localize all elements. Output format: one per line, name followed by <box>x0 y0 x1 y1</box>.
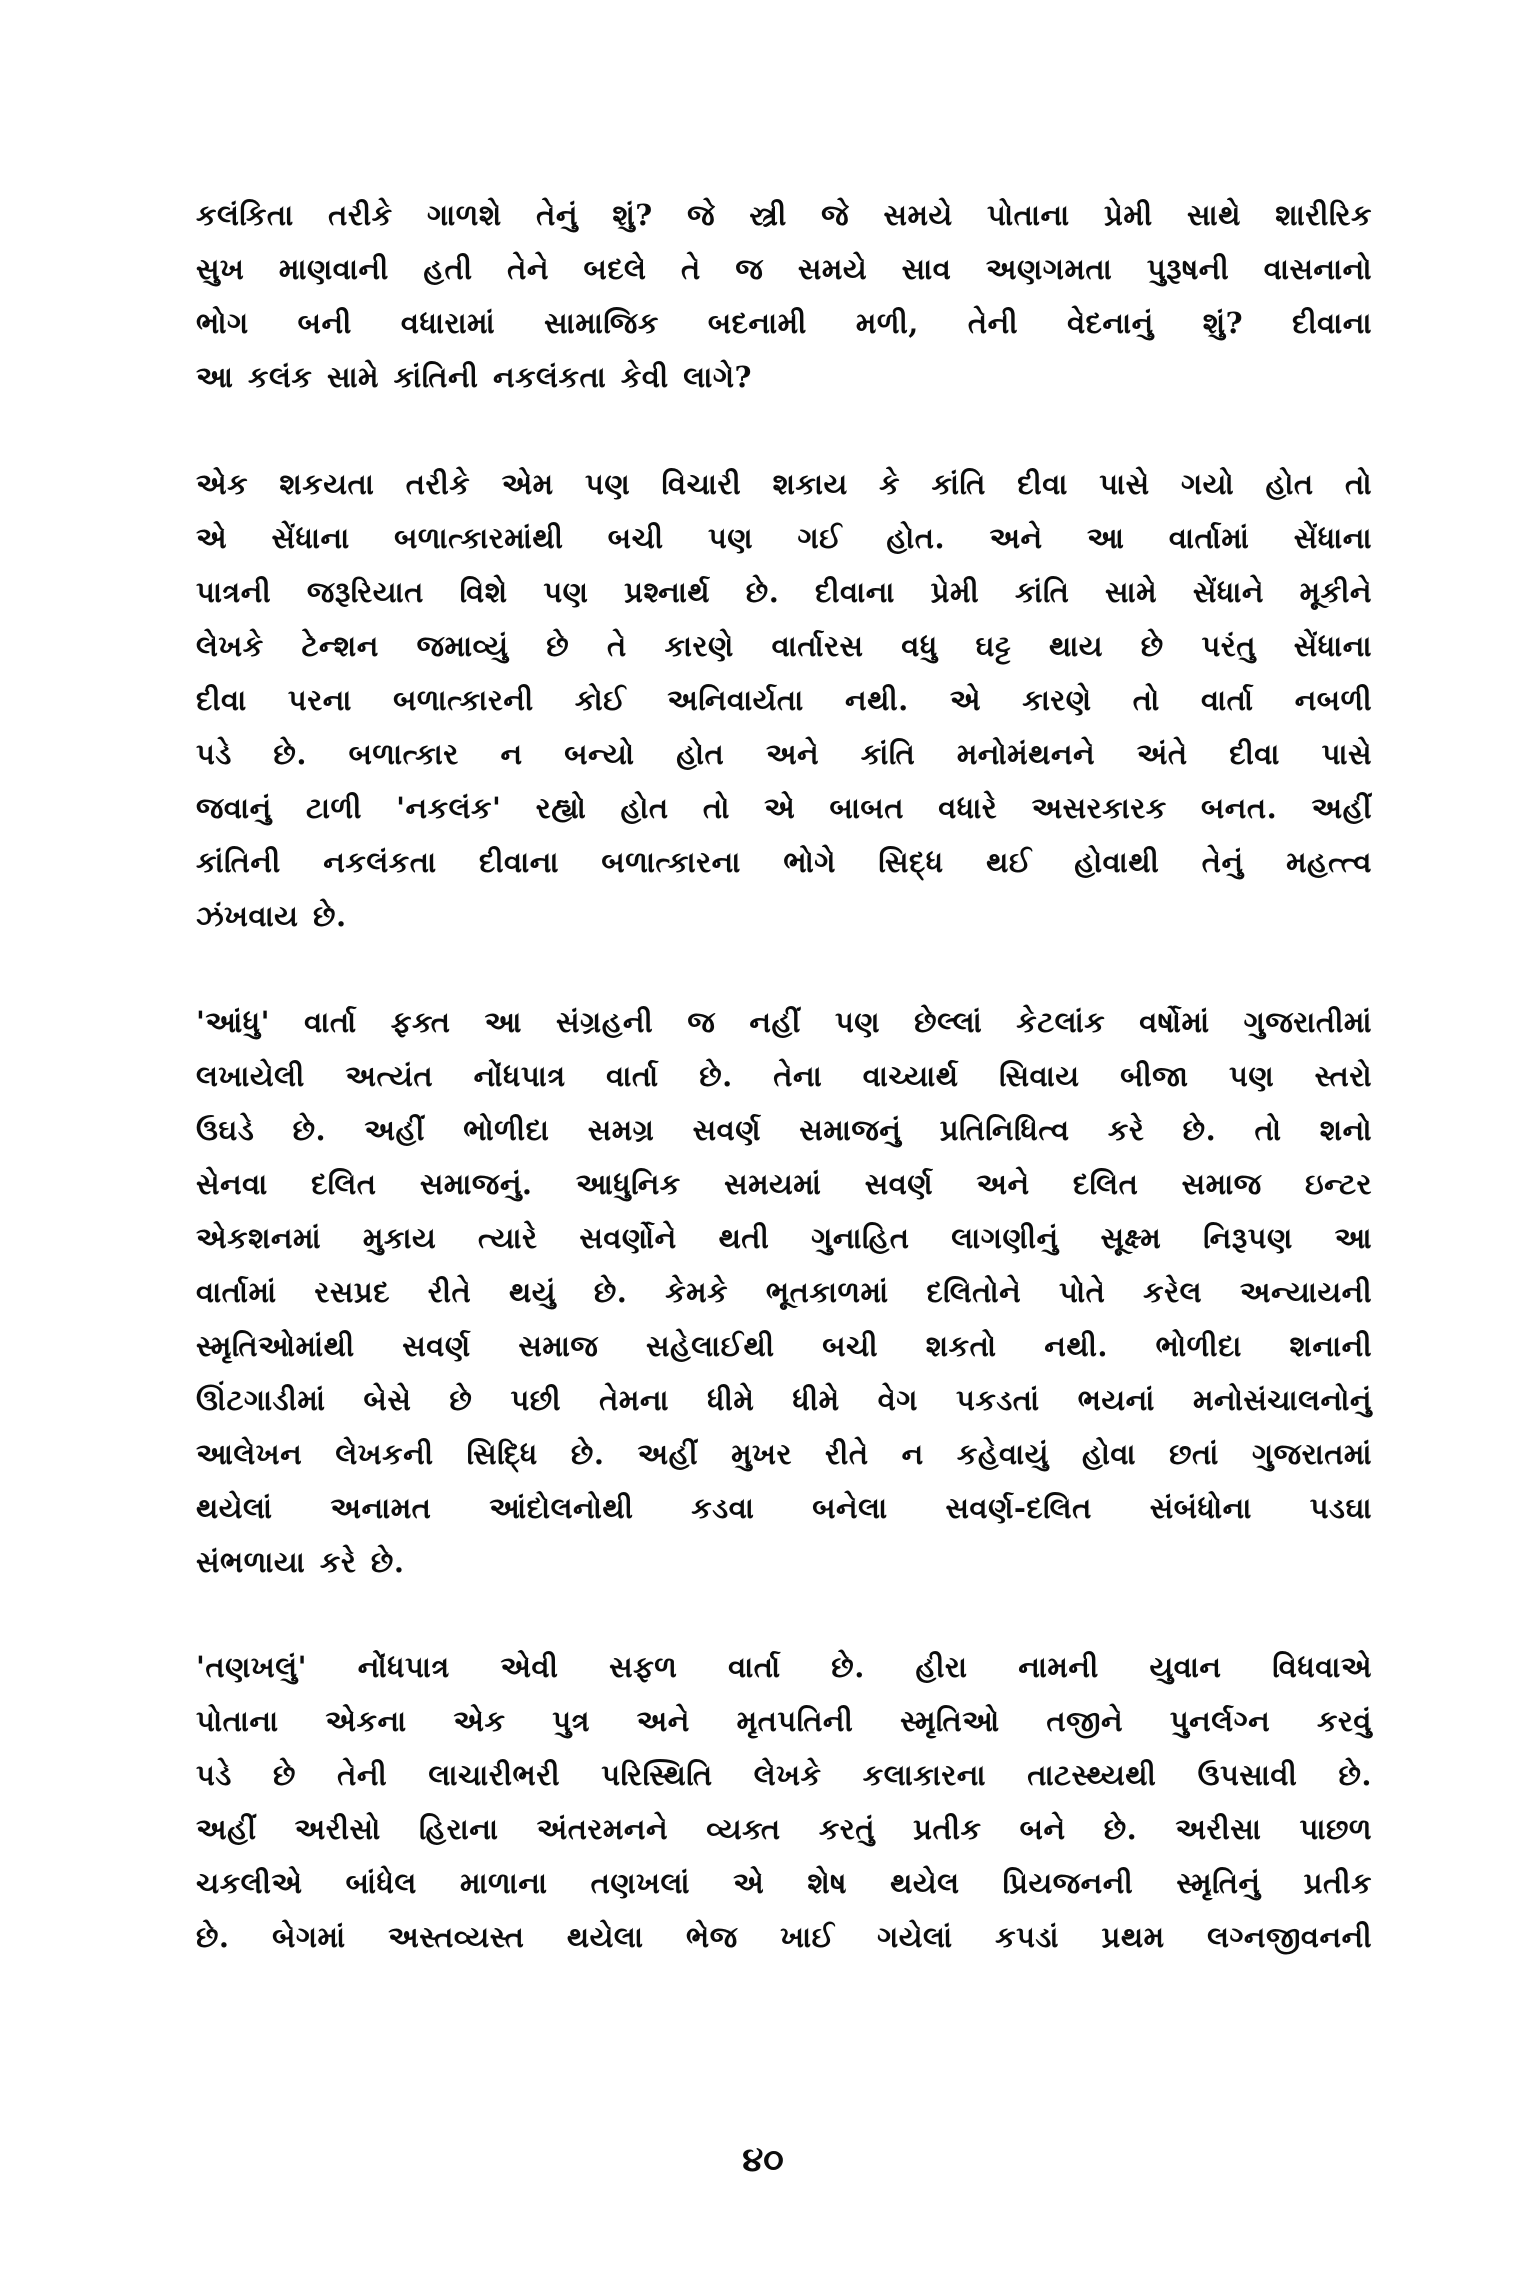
text-line: લખાયેલી અત્યંત નોંધપાત્ર વાર્તા છે. તેના વાચ્યાર્થ સિવાય બીજા પણ સ્તરો <box>196 1059 1372 1093</box>
text-line: ઉઘડે છે. અહીં ભોળીદા સમગ્ર સવર્ણ સમાજનું પ્રતિનિધિત્વ કરે છે. તો શનો <box>196 1113 1372 1147</box>
text-line: વાર્તામાં રસપ્રદ રીતે થયું છે. કેમકે ભૂતકાળમાં દલિતોને પોતે કરેલ અન્યાયની <box>196 1275 1372 1309</box>
paragraph-3 <box>196 995 1372 1589</box>
paragraph-1 <box>196 188 1372 404</box>
text-line: થયેલાં અનામત આંદોલનોથી કડવા બનેલા સવર્ણ-દલિત સંબંધોના પડઘા <box>196 1491 1372 1525</box>
text-line: લેખકે ટેન્શન જમાવ્યું છે તે કારણે વાર્તારસ વધુ ઘટ્ટ થાય છે પરંતુ સેંધાના <box>196 629 1372 663</box>
text-line: ચકલીએ બાંધેલ માળાના તણખલાં એ શેષ થયેલ પ્રિયજનની સ્મૃતિનું પ્રતીક <box>196 1866 1372 1900</box>
text-line: 'તણખલું' નોંધપાત્ર એવી સફળ વાર્તા છે. હીરા નામની યુવાન વિધવાએ <box>196 1650 1372 1684</box>
text-line: કલંકિતા તરીકે ગાળશે તેનું શું? જે સ્ત્રી જે સમયે પોતાના પ્રેમી સાથે શારીરિક <box>196 198 1372 232</box>
text-line: સંભળાયા કરે છે. <box>196 1545 405 1579</box>
text-line: આ કલંક સામે કાંતિની નકલંકતા કેવી લાગે? <box>196 360 753 394</box>
page-number: ૪૦ <box>742 2140 784 2180</box>
text-line: દીવા પરના બળાત્કારની કોઈ અનિવાર્યતા નથી. એ કારણે તો વાર્તા નબળી <box>196 683 1372 717</box>
text-line: છે. બેગમાં અસ્તવ્યસ્ત થયેલા ભેજ ખાઈ ગયેલાં કપડાં પ્રથમ લગ્નજીવનની <box>196 1920 1372 1954</box>
paragraph-4 <box>196 1640 1372 1964</box>
text-line: પાત્રની જરૂરિયાત વિશે પણ પ્રશ્નાર્થ છે. દીવાના પ્રેમી કાંતિ સામે સેંધાને મૂકીને <box>196 575 1372 609</box>
text-line: સુખ માણવાની હતી તેને બદલે તે જ સમયે સાવ અણગમતા પુરૂષની વાસનાનો <box>196 252 1372 286</box>
paragraph-2 <box>196 457 1372 943</box>
text-line: એ સેંધાના બળાત્કારમાંથી બચી પણ ગઈ હોત. અને આ વાર્તામાં સેંધાના <box>196 521 1372 555</box>
text-line: ભોગ બની વધારામાં સામાજિક બદનામી મળી, તેની વેદનાનું શું? દીવાના <box>196 306 1372 340</box>
text-line: કાંતિની નકલંકતા દીવાના બળાત્કારના ભોગે સિદ્ધ થઈ હોવાથી તેનું મહત્ત્વ <box>196 845 1372 879</box>
text-line: પોતાના એકના એક પુત્ર અને મૃતપતિની સ્મૃતિઓ તજીને પુનર્લગ્ન કરવું <box>196 1704 1372 1738</box>
text-line: ઊંટગાડીમાં બેસે છે પછી તેમના ધીમે ધીમે વેગ પકડતાં ભયનાં મનોસંચાલનોનું <box>196 1383 1372 1417</box>
text-line: આલેખન લેખકની સિદ્ધિ છે. અહીં મુખર રીતે ન કહેવાયું હોવા છતાં ગુજરાતમાં <box>196 1437 1372 1471</box>
text-line: જવાનું ટાળી 'નકલંક' રહ્યો હોત તો એ બાબત વધારે અસરકારક બનત. અહીં <box>196 791 1372 825</box>
text-line: એક શકયતા તરીકે એમ પણ વિચારી શકાય કે કાંતિ દીવા પાસે ગયો હોત તો <box>196 467 1372 501</box>
text-line: 'આંધુ' વાર્તા ફક્ત આ સંગ્રહની જ નહીં પણ છેલ્લાં કેટલાંક વર્ષોમાં ગુજરાતીમાં <box>196 1005 1372 1039</box>
text-line: ઝંખવાય છે. <box>196 899 347 933</box>
text-line: અહીં અરીસો હિરાના અંતરમનને વ્યક્ત કરતું પ્રતીક બને છે. અરીસા પાછળ <box>196 1812 1372 1846</box>
text-line: પડે છે. બળાત્કાર ન બન્યો હોત અને કાંતિ મનોમંથનને અંતે દીવા પાસે <box>196 737 1372 771</box>
text-line: પડે છે તેની લાચારીભરી પરિસ્થિતિ લેખકે કલાકારના તાટસ્થ્યથી ઉપસાવી છે. <box>196 1758 1372 1792</box>
text-line: સ્મૃતિઓમાંથી સવર્ણ સમાજ સહેલાઈથી બચી શકતો નથી. ભોળીદા શનાની <box>196 1329 1372 1363</box>
text-line: એકશનમાં મુકાય ત્યારે સવર્ણોને થતી ગુનાહિત લાગણીનું સૂક્ષ્મ નિરૂપણ આ <box>196 1221 1372 1255</box>
text-line: સેનવા દલિત સમાજનું. આધુનિક સમયમાં સવર્ણ અને દલિત સમાજ ઇન્ટર <box>196 1167 1372 1201</box>
